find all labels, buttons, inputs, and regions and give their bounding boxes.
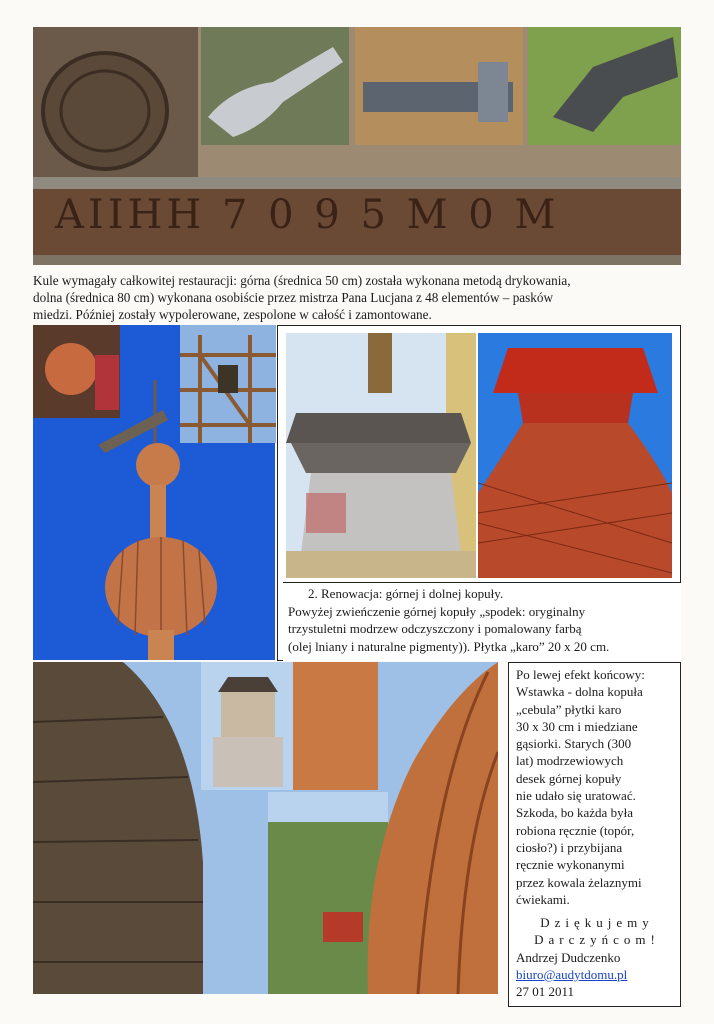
side-text bbox=[516, 666, 678, 1001]
side-text-line: gąsiorki. Starych (300 bbox=[516, 736, 632, 752]
renovation-caption bbox=[288, 585, 678, 655]
scaffolding-photo bbox=[180, 325, 276, 443]
side-text-line: „cebula” płytki karo bbox=[516, 701, 622, 717]
side-text-line: desek górnej kopuły bbox=[516, 770, 622, 786]
side-text-line: robiona ręcznie (topór, bbox=[516, 822, 635, 838]
side-text-line: nie udało się uratować. bbox=[516, 788, 636, 804]
side-text-line: 30 x 30 cm i miedziane bbox=[516, 718, 638, 734]
top-caption-line: dolna (średnica 80 cm) wykonana osobiście przez mistrza Pana Lucjana z 48 elementów – pasków bbox=[33, 290, 553, 305]
renovation-caption-line: trzystuletni modrzew odczyszczony i pomalowany farbą bbox=[288, 621, 582, 636]
side-text-line: przez kowala żelaznymi bbox=[516, 874, 642, 890]
copper-saucer-photo bbox=[478, 333, 672, 578]
document-date: 27 01 2011 bbox=[516, 984, 575, 1000]
thanks-line: Darczyńcom! bbox=[534, 932, 660, 948]
top-caption-line: miedzi. Później zostały wypolerowane, zespolone w całość i zamontowane. bbox=[33, 307, 432, 322]
top-caption-line: Kule wymagały całkowitej restauracji: górna (średnica 50 cm) została wykonana metodą drykowania, bbox=[33, 273, 571, 288]
copper-ball-workshop-photo bbox=[33, 325, 120, 418]
side-text-line: lat) modrzewiowych bbox=[516, 753, 624, 769]
author-email-link[interactable]: biuro@audytdomu.pl bbox=[516, 967, 628, 983]
beam-inscription: AIIHH 7 0 9 5 M 0 M bbox=[55, 192, 560, 238]
top-photo-strip bbox=[33, 27, 681, 265]
side-text-line: Wstawka - dolna kopuła bbox=[516, 684, 643, 700]
dome-saucer-photo bbox=[286, 333, 476, 578]
top-caption bbox=[33, 272, 683, 323]
side-text-line: Po lewej efekt końcowy: bbox=[516, 667, 645, 682]
side-text-line: ręcznie wykonanymi bbox=[516, 857, 625, 873]
thanks-line: Dziękujemy bbox=[540, 915, 654, 931]
side-text-line: Szkoda, bo każda była bbox=[516, 805, 633, 821]
renovation-caption-line: Powyżej zwieńczenie górnej kopuły „spodek: oryginalny bbox=[288, 603, 586, 619]
side-text-line: ćwiekami. bbox=[516, 891, 570, 907]
side-text-line: ciosło?) i przybijana bbox=[516, 839, 623, 855]
renovation-caption-line: (olej lniany i naturalne pigmenty)). Płytka „karo” 20 x 20 cm. bbox=[288, 638, 610, 654]
renovation-caption-heading: 2. Renowacja: górnej i dolnej kopuły. bbox=[308, 586, 504, 601]
author-name: Andrzej Dudczenko bbox=[516, 949, 621, 965]
bottom-collage-photo bbox=[33, 662, 498, 994]
